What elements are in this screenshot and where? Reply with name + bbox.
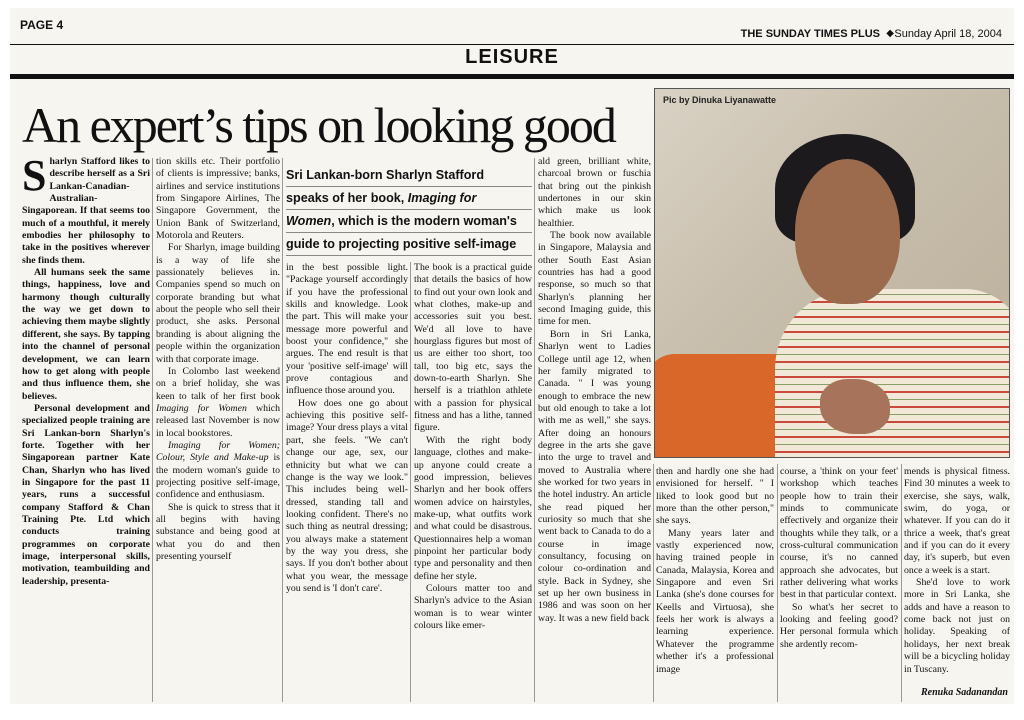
drop-cap: S xyxy=(22,156,47,200)
paragraph: Personal development and specialized people training are Sri Lankan-born Sharlyn's forte. Together with her Singaporean partner Kate Chan, Sharlyn who has lived in Singapore for the past 11 years, runs a successful company Stafford & Chan Training Pte. Ltd which conducts training programmes on corporate image, interpersonal skills, motivation, teambuilding and leadership, presenta- xyxy=(22,402,150,587)
paragraph: With the right body language, clothes and make-up anyone could create a good impression, believes Sharlyn and her book offers women advice on hairstyles, make-up, what outfits work and what could be disastrous. Questionnaires help a woman pinpoint her particular body type and personality and then define her style. xyxy=(414,434,532,582)
article-column-4 xyxy=(414,262,532,704)
column-divider xyxy=(282,158,283,702)
paragraph-text: is the modern woman's guide to projecting positive self-image, confidence and enthusiasm. xyxy=(156,452,280,501)
paragraph-text: which released last November is now in local bookstores. xyxy=(156,402,280,439)
article-column-5 xyxy=(538,156,651,704)
paragraph-text: In Colombo last weekend on a brief holiday, she was keen to talk of her first book xyxy=(156,365,280,402)
paragraph: ald green, brilliant white, charcoal brown or fuschia that bring out the pinkish undertones in our skin which make us look healthier. xyxy=(538,156,651,229)
article-column-3 xyxy=(286,262,408,704)
article-column-7 xyxy=(780,466,898,704)
column-divider xyxy=(901,464,902,702)
photo-credit: Pic by Dinuka Liyanawatte xyxy=(663,95,777,105)
paragraph: The book now available in Singapore, Malaysia and other South East Asian countries has had a good response, so much so that Sharlyn's planning her second Imaging guide, this time for men. xyxy=(538,230,651,328)
paragraph: Many years later and vastly experienced now, having trained people in Canada, Malaysia, Korea and Singapore and even Sri Lanka (she's done courses for Keells and Virtuosa), she feels her work is always a learning experience. Whatever the programme whether it's a professional image xyxy=(656,527,774,675)
standfirst-text: speaks of her book, xyxy=(286,191,408,205)
article-column-8 xyxy=(904,466,1010,704)
paragraph-text: harlyn Stafford likes to describe herself as a Sri Lankan-Canadian-Australian-Singaporean. If that seems too much of a mouthful, it merely embodies her philosophy to take in the positives wherever she finds them. xyxy=(22,156,150,266)
paragraph: Born in Sri Lanka, Sharlyn went to Ladies College until age 12, when her family migrated to Canada. " I was young enough to embrace the new but old enough to take a lot with me as well," she says. After doing an honours degree in the arts she gave into the urge to travel and moved to Australia where she worked for two years in the hotel industry. An article she read piqued her curiosity so much that she went back to Canada to do a course in image consultancy, focusing on colour co-ordination and style. Back in Sydney, she set up her own business in 1986 and was soon on her way. It was a new field back xyxy=(538,328,651,624)
standfirst-text: , which is the modern woman's xyxy=(331,214,517,228)
paragraph: For Sharlyn, image building is a way of life she passionately believes in. Companies spend so much on corporate branding but what about the people who sell their product, she asks. Personal branding is about aligning the people within the organization with that corporate image. xyxy=(156,242,280,365)
standfirst-text: guide to projecting positive self-image xyxy=(286,237,517,251)
issue-date: Sunday April 18, 2004 xyxy=(894,28,1002,40)
book-title: Imaging for Women xyxy=(156,402,247,414)
standfirst-line xyxy=(286,164,532,187)
paragraph xyxy=(156,366,280,440)
column-divider xyxy=(410,262,411,702)
standfirst xyxy=(286,164,532,254)
paragraph: course, a 'think on your feet' workshop which teaches people how to train their minds to communicate effectively and organize their thoughts while they talk, or a cross-cultural communication course, it's no canned approach she advocates, but rather delivering what works best in that particular context. xyxy=(780,466,898,601)
standfirst-line xyxy=(286,233,532,256)
author-byline: Renuka Sadanandan xyxy=(921,687,1008,698)
paragraph: Colours matter too and Sharlyn's advice to the Asian woman is to wear winter colours like emer- xyxy=(414,582,532,631)
paragraph: tion skills etc. Their portfolio of clients is impressive; banks, airlines and service institutions from Singapore Airlines, The Singapore Government, the Union Bank of Switzerland, Motorola and Reuters. xyxy=(156,156,280,242)
headline: An expert’s tips on looking good xyxy=(22,97,615,153)
photo-hand xyxy=(820,379,890,434)
page-number: PAGE 4 xyxy=(20,18,64,32)
section-rule xyxy=(10,74,1014,79)
column-divider xyxy=(777,464,778,702)
standfirst-text: Sri Lankan-born Sharlyn Stafford xyxy=(286,168,485,182)
paragraph xyxy=(22,156,150,267)
header-rule xyxy=(10,44,1014,45)
standfirst-line xyxy=(286,187,532,210)
photo-shirt xyxy=(775,289,1010,458)
diamond-icon: ◆ xyxy=(886,28,894,39)
newspaper-page xyxy=(10,8,1014,704)
column-divider xyxy=(534,158,535,702)
book-title: Women xyxy=(286,214,332,228)
newspaper-name: THE SUNDAY TIMES PLUS xyxy=(740,28,880,40)
article-column-1 xyxy=(22,156,150,704)
book-title: Imaging for Women; Colour, Style and Make-up xyxy=(156,439,280,464)
standfirst-line xyxy=(286,210,532,233)
paragraph: then and hardly one she had envisioned for herself. " I liked to look good but no more than the other person," she says. xyxy=(656,466,774,527)
article-column-2 xyxy=(156,156,280,704)
paragraph: The book is a practical guide that details the basics of how to find out your own look and what clothes, make-up and accessories suit you best. We'd all love to have hourglass figures but most of us are either too short, too tall, too big etc, says the down-to-earth Sharlyn. She herself is a triathlon athlete with a passion for physical fitness and has a lithe, tanned figure. xyxy=(414,262,532,434)
article-column-6 xyxy=(656,466,774,704)
page-header xyxy=(14,14,1010,40)
column-divider xyxy=(152,158,153,702)
book-title: Imaging for xyxy=(407,191,477,205)
paragraph: mends is physical fitness. Find 30 minutes a week to exercise, she says, walk, swim, do yoga, or whatever. If you can do it thrice a week, that's great and if you can do it every day, it's superb, but even once a week is a start. xyxy=(904,466,1010,576)
photo-face xyxy=(795,159,900,304)
paragraph xyxy=(156,440,280,502)
paragraph: All humans seek the same things, happiness, love and harmony though culturally the way we get down to achieving them maybe slightly different, she says. By tapping into the channel of personal development, we can learn how to get along with people and thus influence them, she believes. xyxy=(22,267,150,402)
paragraph: So what's her secret to looking and feeling good? Her personal formula which she ardently recom- xyxy=(780,601,898,650)
paragraph: in the best possible light. "Package yourself accordingly if you have the professional skills and knowledge. Look the part. This will make your message more powerful and boost your confidence," she argues. The end result is that your 'positive self-image' will prove contagious and influence those around you. xyxy=(286,262,408,397)
section-title: LEISURE xyxy=(465,46,559,68)
paragraph: How does one go about achieving this positive self-image? Your dress plays a vital part, she feels. "We can't change our age, sex, our ethnicity but what we can change is the way we look." This includes being well-dressed, standing tall and looking confident. There's no such thing as neutral dressing; you always make a statement by the way you dress, she says. If you don't bother about what you wear, the message you send is 'I don't care'. xyxy=(286,397,408,594)
paragraph: She is quick to stress that it all begins with having substance and being good at what you do and then presenting yourself xyxy=(156,501,280,562)
paragraph: She'd love to work more in Sri Lanka, she adds and have a reason to come back not just on holiday. Speaking of holidays, her next break will be a bicycling holiday in Tuscany. xyxy=(904,577,1010,675)
article-photo xyxy=(654,88,1010,458)
column-divider xyxy=(653,464,654,702)
